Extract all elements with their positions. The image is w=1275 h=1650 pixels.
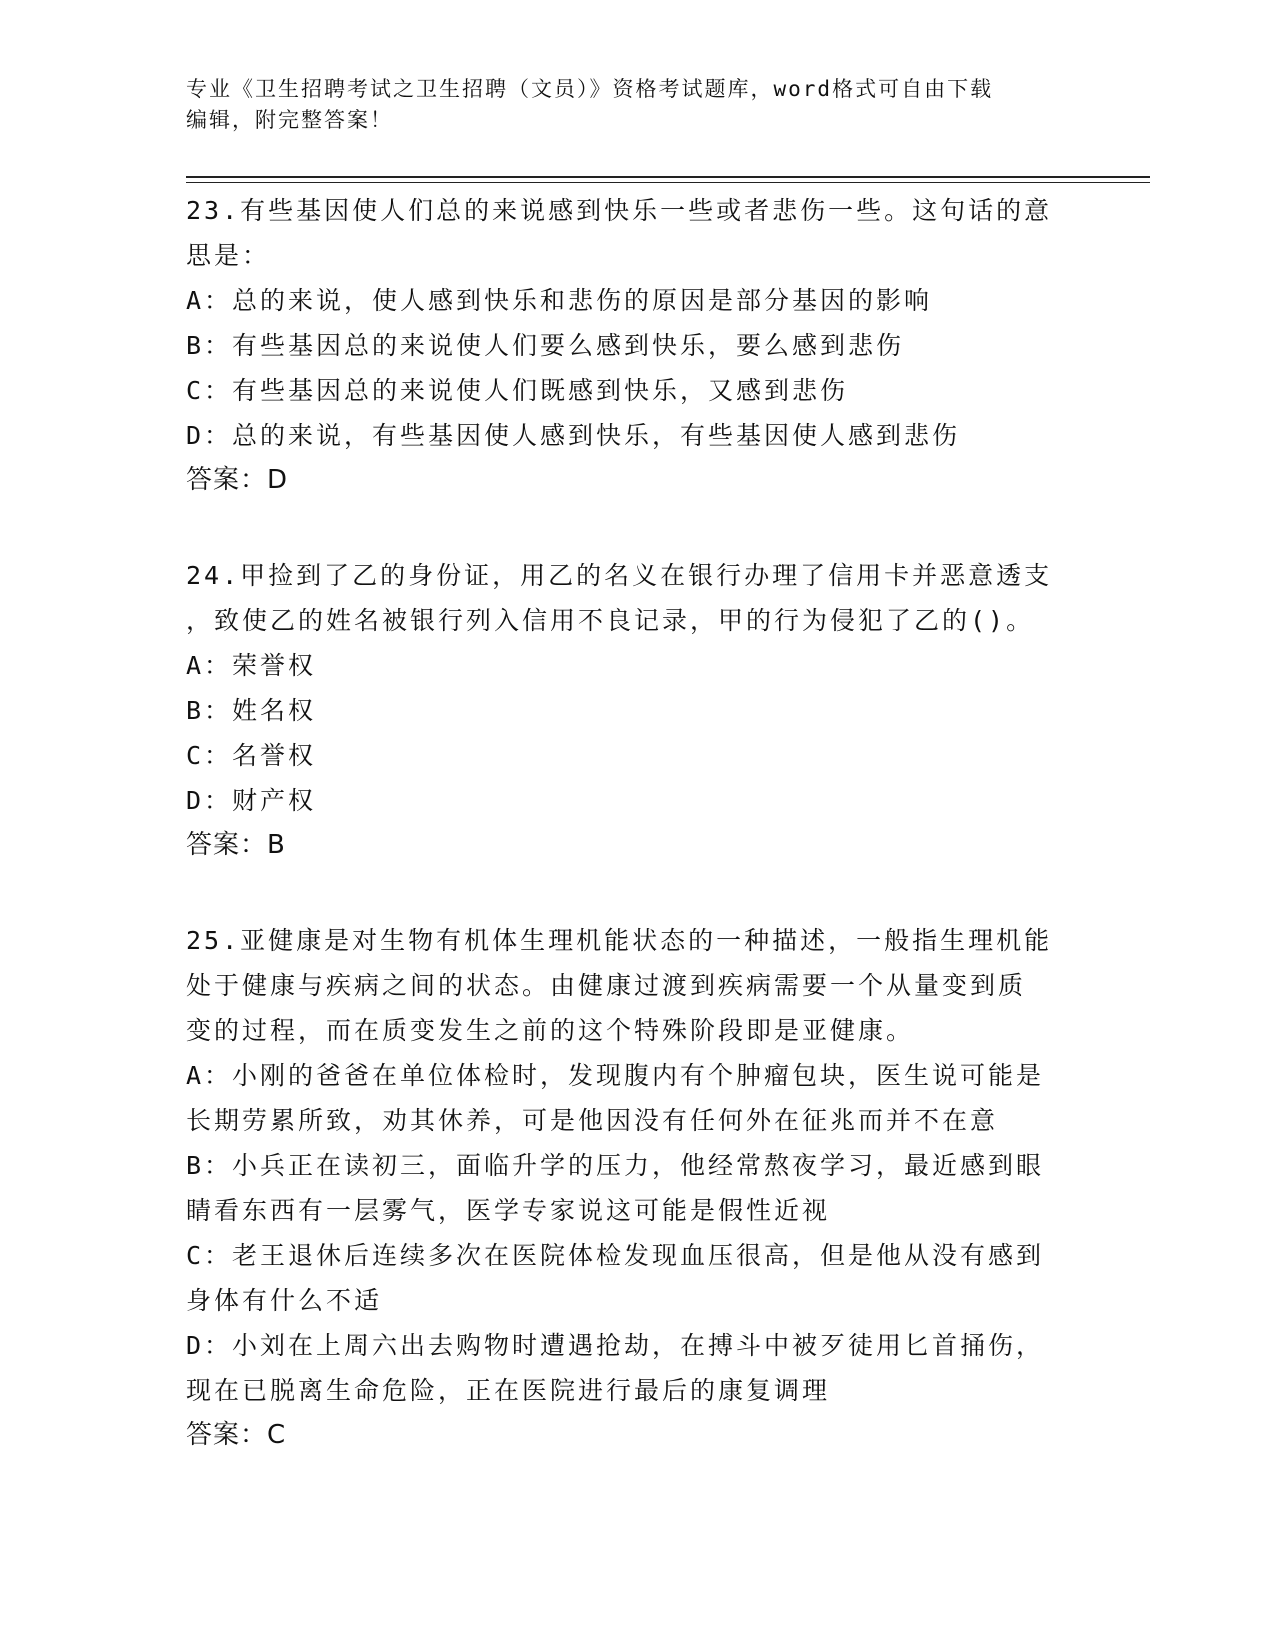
answer-line: 答案：C — [186, 1420, 287, 1450]
question-stem-line: 思是： — [186, 241, 271, 270]
option-c: C：名誉权 — [186, 741, 317, 770]
question-stem-line: 处于健康与疾病之间的状态。由健康过渡到疾病需要一个从量变到质 — [186, 971, 1027, 1000]
option-c-continued: 身体有什么不适 — [186, 1286, 383, 1315]
option-b-continued: 睛看东西有一层雾气，医学专家说这可能是假性近视 — [186, 1196, 831, 1225]
document-header — [186, 74, 1086, 136]
question-23 — [186, 188, 1086, 503]
question-stem-line: 变的过程，而在质变发生之前的这个特殊阶段即是亚健康。 — [186, 1016, 915, 1045]
question-stem-line: 24.甲捡到了乙的身份证，用乙的名义在银行办理了信用卡并恶意透支 — [186, 561, 1053, 590]
question-stem-line: 25.亚健康是对生物有机体生理机能状态的一种描述，一般指生理机能 — [186, 926, 1053, 955]
question-24 — [186, 553, 1086, 868]
answer-line: 答案：B — [186, 830, 286, 860]
option-b: B：小兵正在读初三，面临升学的压力，他经常熬夜学习，最近感到眼 — [186, 1151, 1045, 1180]
option-d: D：小刘在上周六出去购物时遭遇抢劫，在搏斗中被歹徒用匕首捅伤， — [186, 1331, 1045, 1360]
header-divider-thick — [186, 176, 1150, 178]
option-b: B：姓名权 — [186, 696, 317, 725]
option-d-continued: 现在已脱离生命危险，正在医院进行最后的康复调理 — [186, 1376, 831, 1405]
header-divider-thin — [186, 182, 1150, 183]
question-25 — [186, 918, 1086, 1458]
option-a: A：荣誉权 — [186, 651, 317, 680]
option-c: C：有些基因总的来说使人们既感到快乐，又感到悲伤 — [186, 376, 849, 405]
option-a: A：总的来说，使人感到快乐和悲伤的原因是部分基因的影响 — [186, 286, 933, 315]
option-d: D：财产权 — [186, 786, 317, 815]
question-stem-line: 23.有些基因使人们总的来说感到快乐一些或者悲伤一些。这句话的意 — [186, 196, 1053, 225]
header-line-1: 专业《卫生招聘考试之卫生招聘（文员）》资格考试题库，word格式可自由下载 — [186, 77, 994, 101]
option-a-continued: 长期劳累所致，劝其休养，可是他因没有任何外在征兆而并不在意 — [186, 1106, 999, 1135]
option-b: B：有些基因总的来说使人们要么感到快乐，要么感到悲伤 — [186, 331, 905, 360]
option-d: D：总的来说，有些基因使人感到快乐，有些基因使人感到悲伤 — [186, 421, 961, 450]
header-line-2: 编辑，附完整答案！ — [186, 108, 393, 132]
option-c: C：老王退休后连续多次在医院体检发现血压很高，但是他从没有感到 — [186, 1241, 1045, 1270]
option-a: A：小刚的爸爸在单位体检时，发现腹内有个肿瘤包块，医生说可能是 — [186, 1061, 1045, 1090]
answer-line: 答案：D — [186, 465, 289, 495]
question-stem-line: ，致使乙的姓名被银行列入信用不良记录，甲的行为侵犯了乙的()。 — [186, 606, 1035, 635]
